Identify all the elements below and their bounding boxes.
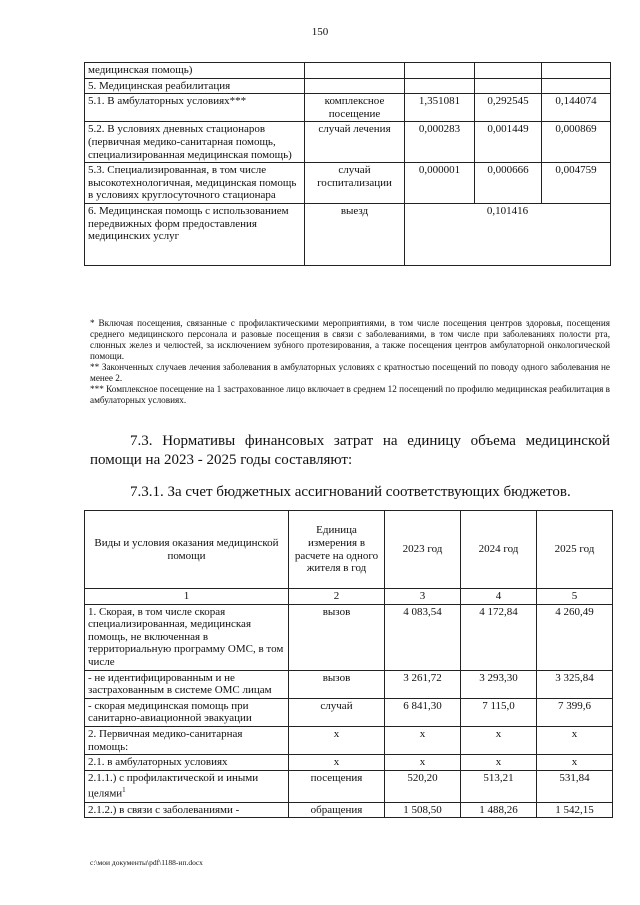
- row-name: [85, 770, 289, 802]
- column-number: 2: [289, 589, 385, 605]
- footnote: ** Законченных случаев лечения заболевания в амбулаторных условиях с кратностью посещений по поводу одного заболевания не менее 2.: [90, 362, 610, 383]
- row-value: 4 172,84: [461, 604, 537, 670]
- row-value: [475, 63, 542, 79]
- table-header-row: [85, 511, 613, 589]
- table-row: [85, 726, 613, 754]
- row-unit: случай госпитализации: [305, 163, 405, 204]
- row-value: х: [385, 726, 461, 754]
- row-value: х: [461, 726, 537, 754]
- row-unit: вызов: [289, 670, 385, 698]
- row-name: 2. Первичная медико-санитарная помощь:: [85, 726, 289, 754]
- row-name: - скорая медицинская помощь при санитарно-авиационной эвакуации: [85, 698, 289, 726]
- financial-norms-table: [84, 510, 613, 818]
- footnotes: [90, 318, 610, 406]
- table-row: [85, 604, 613, 670]
- row-name: - не идентифицированным и не застрахованным в системе ОМС лицам: [85, 670, 289, 698]
- column-number: 1: [85, 589, 289, 605]
- row-value: 1,351081: [405, 94, 475, 122]
- header-kind: Виды и условия оказания медицинской помощи: [85, 511, 289, 589]
- row-value: 0,144074: [542, 94, 611, 122]
- row-value: 520,20: [385, 770, 461, 802]
- row-name: 5.3. Специализированная, в том числе высокотехнологичная, медицинская помощь в условиях круглосуточного стационара: [85, 163, 305, 204]
- row-name: медицинская помощь): [85, 63, 305, 79]
- row-value: 0,000666: [475, 163, 542, 204]
- table-row: [85, 163, 611, 204]
- table-row: [85, 698, 613, 726]
- row-unit: обращения: [289, 802, 385, 818]
- row-value: 7 115,0: [461, 698, 537, 726]
- row-value: 1 542,15: [537, 802, 613, 818]
- footer-file-path: c:\мои документы\pdf\1188-ип.docx: [90, 858, 203, 867]
- row-value: 1 488,26: [461, 802, 537, 818]
- column-number-row: [85, 589, 613, 605]
- row-value: 0,000001: [405, 163, 475, 204]
- row-value: [405, 78, 475, 94]
- row-unit: [305, 78, 405, 94]
- table-row: [85, 63, 611, 79]
- row-name: 6. Медицинская помощь с использованием передвижных форм предоставления медицинских услуг: [85, 203, 305, 265]
- row-name: 5. Медицинская реабилитация: [85, 78, 305, 94]
- row-value: х: [461, 755, 537, 771]
- row-value: х: [537, 755, 613, 771]
- row-value: 3 293,30: [461, 670, 537, 698]
- row-value: 7 399,6: [537, 698, 613, 726]
- row-value: 3 261,72: [385, 670, 461, 698]
- table-row: [85, 755, 613, 771]
- footnote: *** Комплексное посещение на 1 застрахованное лицо включает в среднем 12 посещений по профилю медицинская реабилитация в амбулаторных условиях.: [90, 384, 610, 405]
- row-unit: случай лечения: [305, 122, 405, 163]
- row-name-text: 2.1.1.) с профилактической и иными целями: [88, 771, 259, 800]
- row-unit: [305, 63, 405, 79]
- row-merged-value: 0,101416: [405, 203, 611, 265]
- row-name: 2.1.2.) в связи с заболеваниями -: [85, 802, 289, 818]
- row-value: 1 508,50: [385, 802, 461, 818]
- section-heading-7-3-1: 7.3.1. За счет бюджетных ассигнований соответствующих бюджетов.: [130, 484, 571, 500]
- row-value: [405, 63, 475, 79]
- table-row: [85, 802, 613, 818]
- row-unit: выезд: [305, 203, 405, 265]
- header-unit: Единица измерения в расчете на одного жителя в год: [289, 511, 385, 589]
- volume-norms-table: [84, 62, 611, 266]
- row-value: х: [385, 755, 461, 771]
- table-row: [85, 770, 613, 802]
- row-value: 0,292545: [475, 94, 542, 122]
- column-number: 5: [537, 589, 613, 605]
- row-unit: х: [289, 755, 385, 771]
- table-row: [85, 122, 611, 163]
- footnote-marker: 1: [122, 786, 126, 795]
- row-name: 2.1. в амбулаторных условиях: [85, 755, 289, 771]
- row-unit: вызов: [289, 604, 385, 670]
- row-value: 513,21: [461, 770, 537, 802]
- row-unit: посещения: [289, 770, 385, 802]
- row-value: х: [537, 726, 613, 754]
- header-2024: 2024 год: [461, 511, 537, 589]
- row-value: 4 260,49: [537, 604, 613, 670]
- row-value: 4 083,54: [385, 604, 461, 670]
- row-value: [475, 78, 542, 94]
- column-number: 3: [385, 589, 461, 605]
- row-value: 0,001449: [475, 122, 542, 163]
- row-value: 0,000283: [405, 122, 475, 163]
- row-value: 6 841,30: [385, 698, 461, 726]
- row-name: 5.2. В условиях дневных стационаров (первичная медико-санитарная помощь, специализированная медицинская помощь): [85, 122, 305, 163]
- row-value: [542, 78, 611, 94]
- section-heading-7-3: 7.3. Нормативы финансовых затрат на единицу объема медицинской помощи на 2023 - 2025 годы составляют:: [90, 433, 610, 468]
- page-number: 150: [311, 26, 329, 38]
- header-2025: 2025 год: [537, 511, 613, 589]
- row-value: 531,84: [537, 770, 613, 802]
- row-value: 0,004759: [542, 163, 611, 204]
- row-name: 1. Скорая, в том числе скорая специализированная, медицинская помощь, не включенная в территориальную программу ОМС, в том числе: [85, 604, 289, 670]
- row-name: 5.1. В амбулаторных условиях***: [85, 94, 305, 122]
- row-unit: х: [289, 726, 385, 754]
- footnote: * Включая посещения, связанные с профилактическими мероприятиями, в том числе посещения центров здоровья, посещения среднего медицинского персонала и разовые посещения в связи с заболеваниями, в том числе при заболеваниях полости рта, слюнных желез и челюстей, за исключением зубного протезирования, а также посещения центров амбулаторной онкологической помощи.: [90, 318, 610, 361]
- header-2023: 2023 год: [385, 511, 461, 589]
- row-value: 3 325,84: [537, 670, 613, 698]
- table-row: [85, 203, 611, 265]
- row-value: [542, 63, 611, 79]
- row-unit: комплексное посещение: [305, 94, 405, 122]
- table-row: [85, 78, 611, 94]
- row-value: 0,000869: [542, 122, 611, 163]
- row-unit: случай: [289, 698, 385, 726]
- table-row: [85, 94, 611, 122]
- column-number: 4: [461, 589, 537, 605]
- table-row: [85, 670, 613, 698]
